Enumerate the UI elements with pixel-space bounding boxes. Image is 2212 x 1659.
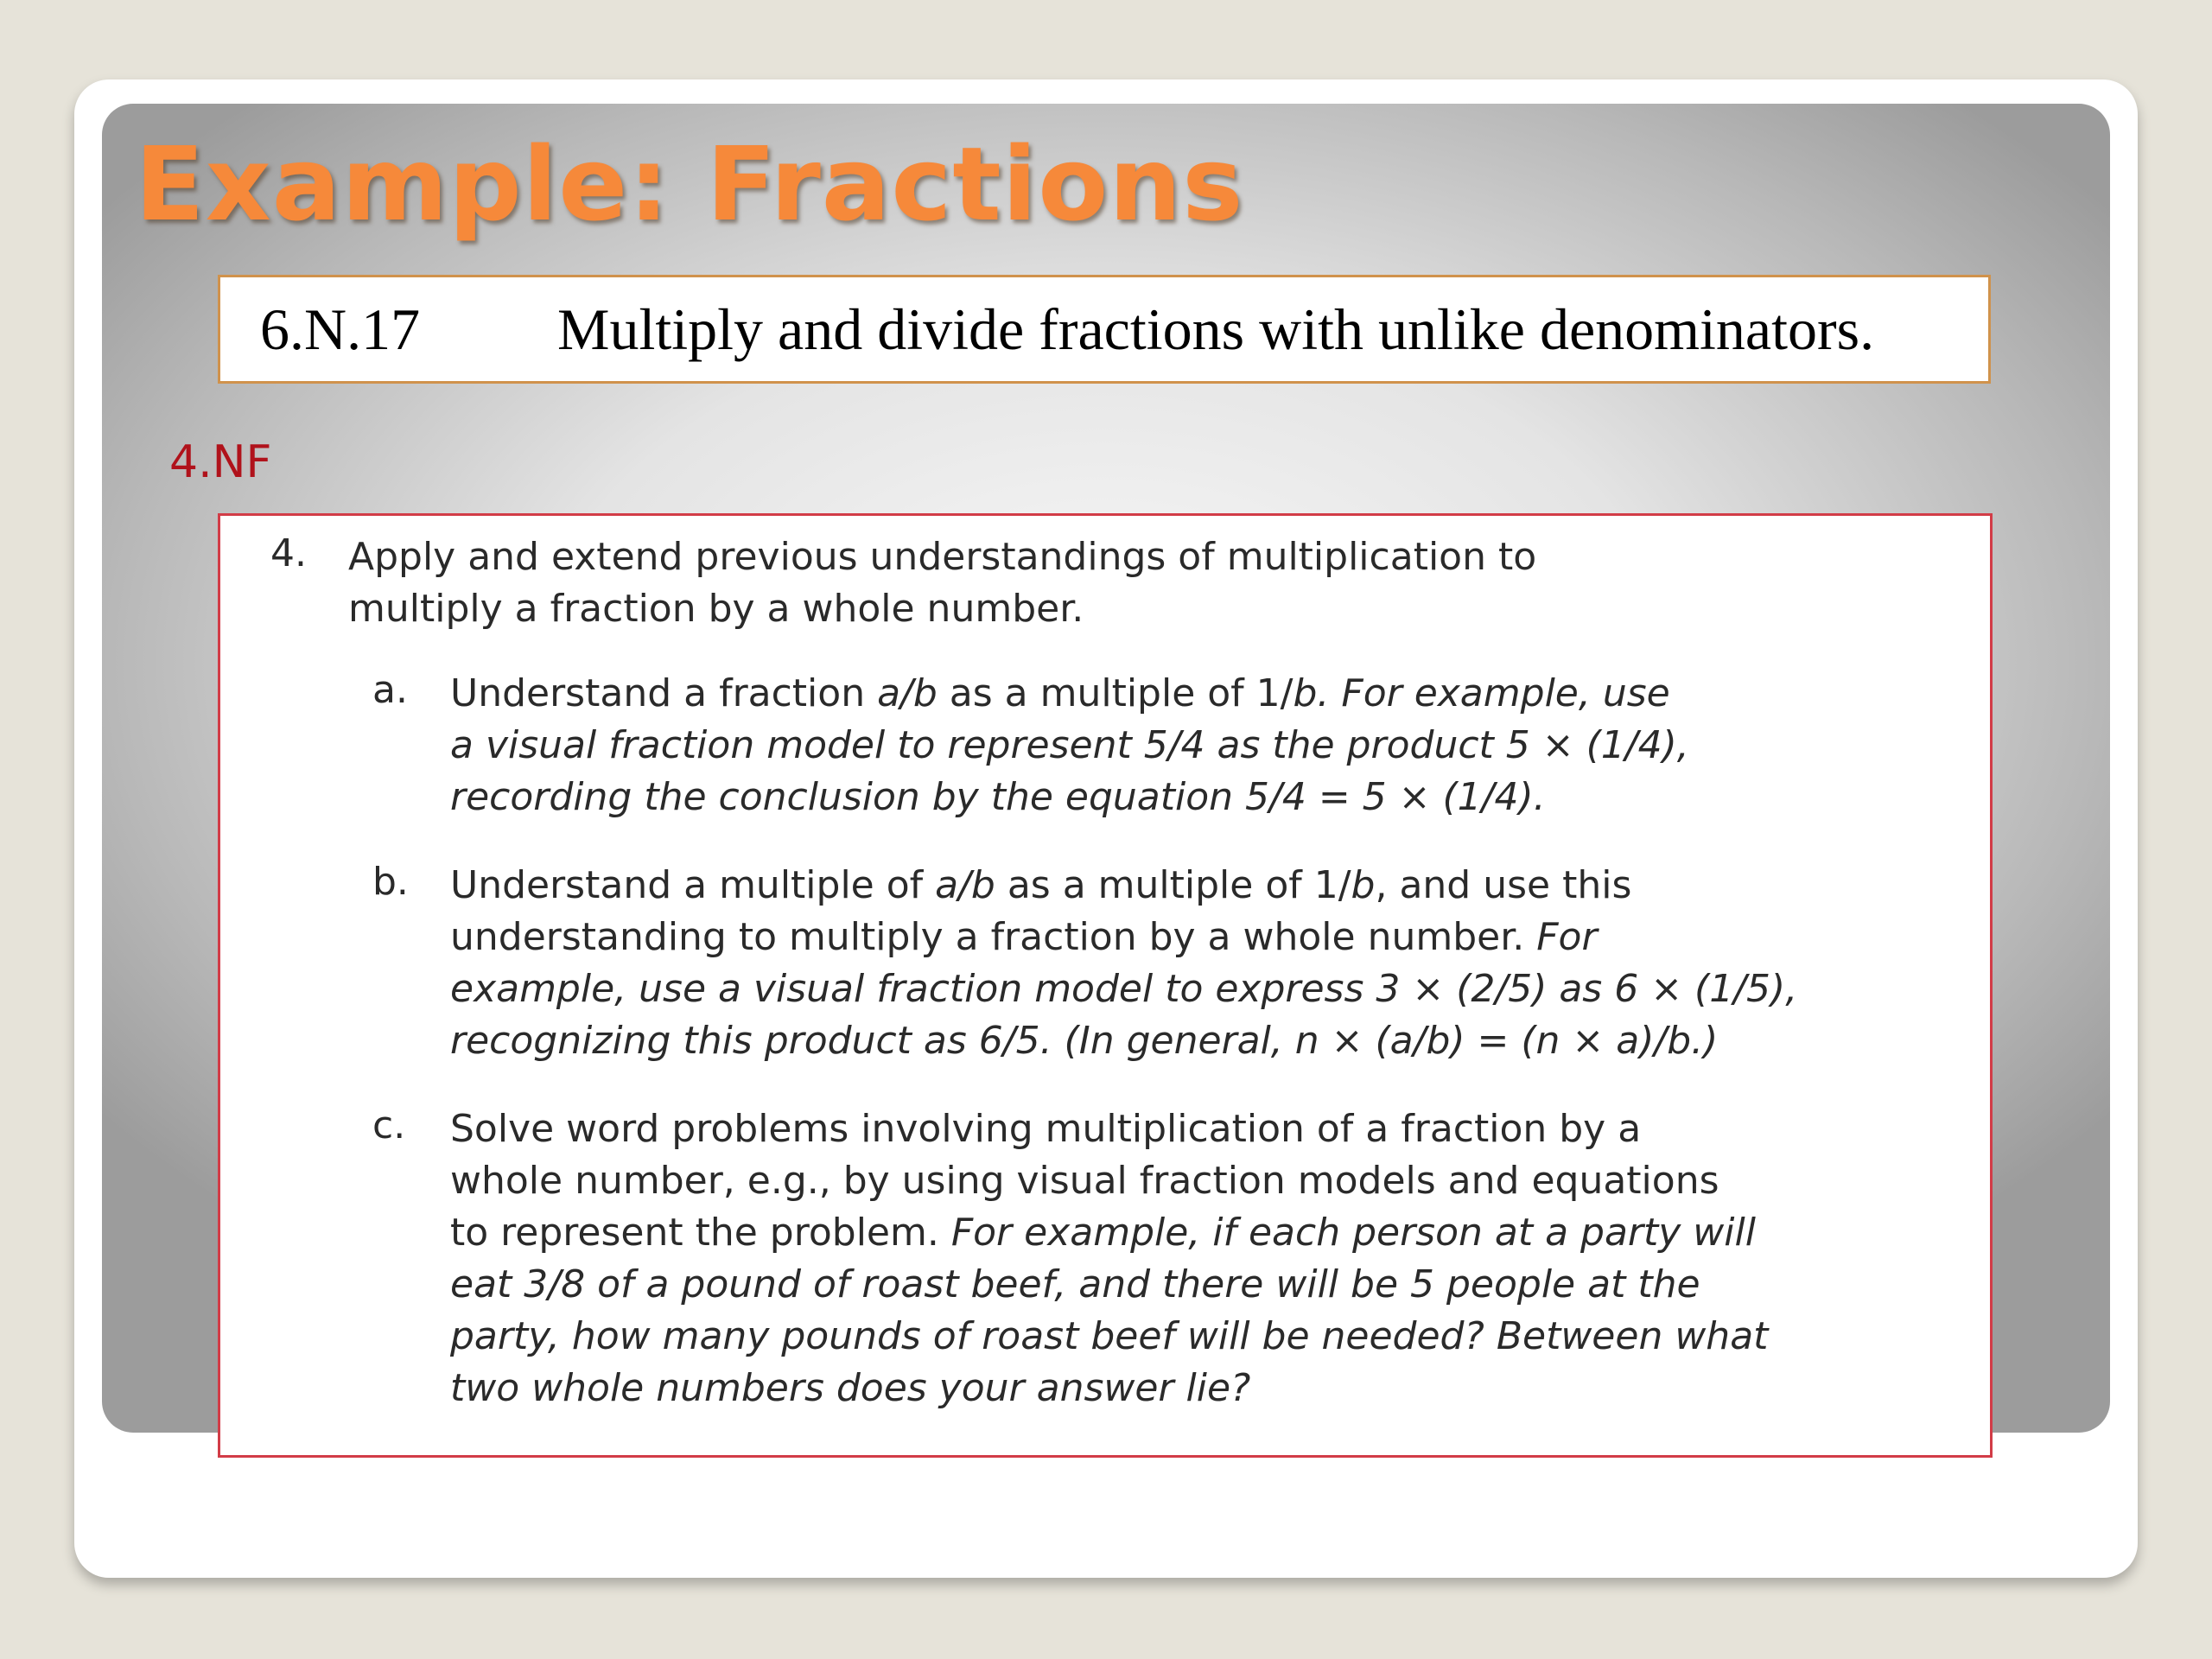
subitem-line: eat 3/8 of a pound of roast beef, and there will be 5 people at the: [450, 1262, 1700, 1306]
subitem-line: example, use a visual fraction model to express 3 × (2/5) as 6 × (1/5),: [450, 967, 1798, 1011]
item-line: Apply and extend previous understandings of multiplication to: [348, 535, 1537, 579]
subitem-line: a visual fraction model to represent 5/4 as the product 5 × (1/4),: [450, 723, 1689, 767]
item-line: multiply a fraction by a whole number.: [348, 587, 1084, 631]
subitem-line: two whole numbers does your answer lie?: [450, 1366, 1251, 1410]
standard-code: 6.N.17: [260, 296, 421, 362]
subitem-letter: a.: [372, 668, 408, 712]
subitem-line: Understand a multiple of a/b as a multiple of 1/b, and use this: [450, 863, 1632, 907]
subitem-letter: c.: [372, 1103, 406, 1147]
subitem-line: Understand a fraction a/b as a multiple of 1/b. For example, use: [450, 671, 1670, 715]
subitem-line: recognizing this product as 6/5. (In general, n × (a/b) = (n × a)/b.): [450, 1019, 1719, 1063]
subitem-line: whole number, e.g., by using visual fraction models and equations: [450, 1159, 1719, 1203]
subitem-line: Solve word problems involving multiplication of a fraction by a: [450, 1107, 1642, 1151]
subitem-line: to represent the problem. For example, if each person at a party will: [450, 1211, 1756, 1255]
standard-box: [218, 275, 1991, 384]
domain-label: 4.NF: [169, 436, 272, 488]
subitem-line: party, how many pounds of roast beef will be needed? Between what: [450, 1314, 1769, 1358]
subitem-line: recording the conclusion by the equation 5/4 = 5 × (1/4).: [450, 775, 1546, 819]
subitem-letter: b.: [372, 860, 409, 904]
standard-text: Multiply and divide fractions with unlike denominators.: [557, 296, 1875, 362]
item-number: 4.: [270, 531, 307, 575]
standard-content-box: [218, 513, 1993, 1458]
slide-title: Example: Fractions: [135, 124, 1244, 244]
subitem-line: understanding to multiply a fraction by a whole number. For: [450, 915, 1598, 959]
